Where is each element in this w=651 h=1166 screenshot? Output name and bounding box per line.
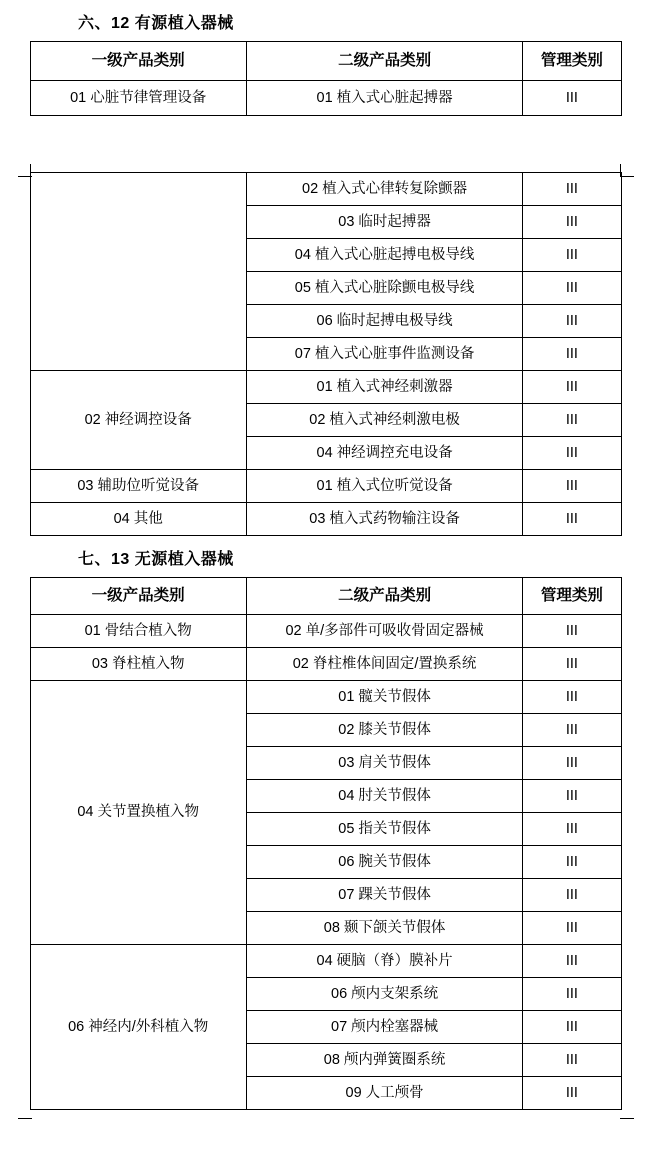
cell-level2: 02 植入式神经刺激电极 xyxy=(246,404,522,437)
cell-grade: III xyxy=(523,912,621,945)
crop-mark-bottom-left xyxy=(18,1118,32,1119)
cell-level2: 07 植入式心脏事件监测设备 xyxy=(246,338,522,371)
column-header-level1: 一级产品类别 xyxy=(30,42,246,81)
cell-level2: 01 植入式心脏起搏器 xyxy=(246,81,522,116)
table-header-row xyxy=(30,578,621,615)
cell-level2: 03 肩关节假体 xyxy=(246,747,522,780)
cell-grade: III xyxy=(523,503,621,536)
column-header-grade: 管理类别 xyxy=(523,42,621,81)
cell-grade: III xyxy=(523,846,621,879)
column-header-grade: 管理类别 xyxy=(523,578,621,615)
table-row xyxy=(30,173,621,206)
crop-mark-left-horizontal xyxy=(18,176,32,177)
cell-level1: 02 神经调控设备 xyxy=(30,371,246,470)
cell-grade: III xyxy=(523,945,621,978)
cell-grade: III xyxy=(523,206,621,239)
cell-grade: III xyxy=(523,305,621,338)
cell-grade: III xyxy=(523,780,621,813)
cell-grade: III xyxy=(523,239,621,272)
cell-level2: 06 颅内支架系统 xyxy=(246,978,522,1011)
table-row xyxy=(30,503,621,536)
cell-grade: III xyxy=(523,81,621,116)
cell-grade: III xyxy=(523,470,621,503)
column-header-level2: 二级产品类别 xyxy=(246,578,522,615)
cell-level1: 03 脊柱植入物 xyxy=(30,648,246,681)
cell-grade: III xyxy=(523,173,621,206)
cell-level1: 06 神经内/外科植入物 xyxy=(30,945,246,1110)
column-header-level2: 二级产品类别 xyxy=(246,42,522,81)
cell-level2: 04 硬脑（脊）膜补片 xyxy=(246,945,522,978)
cell-grade: III xyxy=(523,338,621,371)
cell-level2: 07 颅内栓塞器械 xyxy=(246,1011,522,1044)
crop-mark-right xyxy=(620,164,621,176)
cell-grade: III xyxy=(523,714,621,747)
table-row xyxy=(30,648,621,681)
cell-grade: III xyxy=(523,272,621,305)
section-heading-12: 六、12 有源植入器械 xyxy=(78,15,234,32)
cell-level2: 01 髋关节假体 xyxy=(246,681,522,714)
cell-level2: 08 颅内弹簧圈系统 xyxy=(246,1044,522,1077)
table-header-row xyxy=(30,42,621,81)
cell-level2: 03 临时起搏器 xyxy=(246,206,522,239)
cell-level2: 06 临时起搏电极导线 xyxy=(246,305,522,338)
cell-grade: III xyxy=(523,648,621,681)
cell-level2: 02 膝关节假体 xyxy=(246,714,522,747)
cell-grade: III xyxy=(523,615,621,648)
cell-grade: III xyxy=(523,681,621,714)
cell-level2: 03 植入式药物输注设备 xyxy=(246,503,522,536)
cell-level1: 03 辅助位听觉设备 xyxy=(30,470,246,503)
table-row xyxy=(30,81,621,116)
cell-grade: III xyxy=(523,879,621,912)
cell-level2: 06 腕关节假体 xyxy=(246,846,522,879)
table-row xyxy=(30,470,621,503)
cell-level2: 04 肘关节假体 xyxy=(246,780,522,813)
table-12-continued xyxy=(30,172,622,536)
cell-level2: 02 植入式心律转复除颤器 xyxy=(246,173,522,206)
cell-level2: 04 植入式心脏起搏电极导线 xyxy=(246,239,522,272)
crop-mark-bottom-right xyxy=(620,1118,634,1119)
cell-grade: III xyxy=(523,747,621,780)
cell-level2: 08 颞下颌关节假体 xyxy=(246,912,522,945)
cell-level2: 05 植入式心脏除颤电极导线 xyxy=(246,272,522,305)
cell-grade: III xyxy=(523,813,621,846)
table-row xyxy=(30,371,621,404)
cell-level2: 04 神经调控充电设备 xyxy=(246,437,522,470)
cell-level1: 01 骨结合植入物 xyxy=(30,615,246,648)
cell-grade: III xyxy=(523,437,621,470)
table-12-head xyxy=(30,41,622,116)
table-row xyxy=(30,681,621,714)
cell-level2: 07 踝关节假体 xyxy=(246,879,522,912)
cell-level2: 02 单/多部件可吸收骨固定器械 xyxy=(246,615,522,648)
cell-level1 xyxy=(30,173,246,371)
cell-grade: III xyxy=(523,1077,621,1110)
cell-grade: III xyxy=(523,978,621,1011)
cell-grade: III xyxy=(523,1011,621,1044)
cell-level2: 01 植入式位听觉设备 xyxy=(246,470,522,503)
cell-level2: 05 指关节假体 xyxy=(246,813,522,846)
crop-mark-right-horizontal xyxy=(620,176,634,177)
cell-level2: 02 脊柱椎体间固定/置换系统 xyxy=(246,648,522,681)
table-row xyxy=(30,615,621,648)
cell-grade: III xyxy=(523,371,621,404)
cell-level1: 04 关节置换植入物 xyxy=(30,681,246,945)
table-13 xyxy=(30,577,622,1110)
cell-level2: 01 植入式神经刺激器 xyxy=(246,371,522,404)
table-12-continuation-wrap xyxy=(0,172,651,536)
cell-level1: 04 其他 xyxy=(30,503,246,536)
cell-level1: 01 心脏节律管理设备 xyxy=(30,81,246,116)
crop-mark-left xyxy=(30,164,31,176)
cell-level2: 09 人工颅骨 xyxy=(246,1077,522,1110)
table-row xyxy=(30,945,621,978)
section-heading-13: 七、13 无源植入器械 xyxy=(78,551,234,568)
cell-grade: III xyxy=(523,1044,621,1077)
cell-grade: III xyxy=(523,404,621,437)
column-header-level1: 一级产品类别 xyxy=(30,578,246,615)
